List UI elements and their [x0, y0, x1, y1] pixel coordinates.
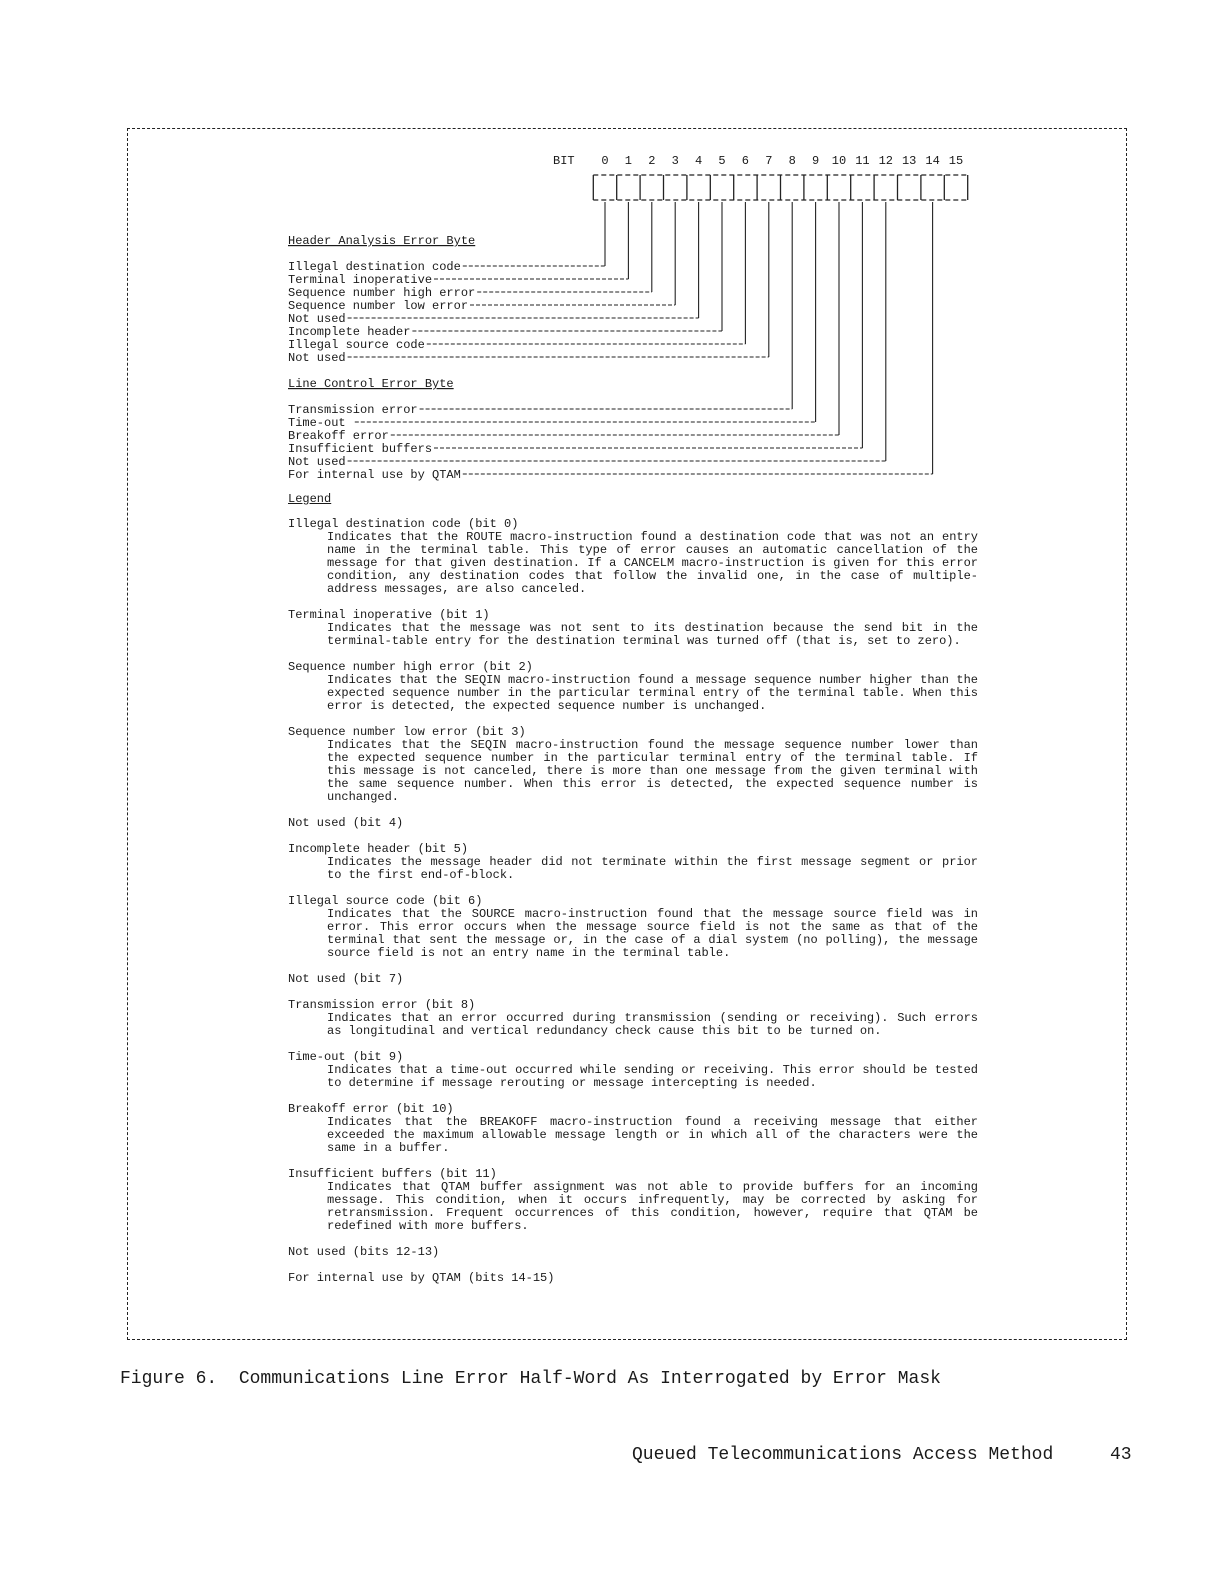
- legend-entry-term: Not used (bit 4): [288, 816, 404, 830]
- field-label: Sequence number low error: [288, 299, 469, 313]
- bit-number-label: 8: [788, 154, 796, 168]
- field-label: Transmission error: [288, 403, 418, 417]
- field-label: Terminal inoperative: [288, 273, 433, 287]
- legend-entry-description: Indicates that an error occurred during transmission (sending or receiving). Such errors as longitudinal and vertical redundancy check cause this bit to be turned on.: [327, 1011, 978, 1038]
- legend-entry-term: Incomplete header (bit 5): [288, 842, 469, 856]
- page-number: 43: [1110, 1445, 1132, 1465]
- bit-diagram: [0, 0, 1224, 500]
- bit-number-label: 15: [948, 154, 964, 168]
- bit-number-label: 12: [878, 154, 894, 168]
- field-label: Breakoff error: [288, 429, 389, 443]
- legend-entry: [288, 1272, 978, 1285]
- legend-entry-description: Indicates that QTAM buffer assignment was not able to provide buffers for an incoming message. This condition, when it occurs infrequently, may be corrected by asking for retransmission. Frequent occurrences of this condition, however, require that QTAM be redefined with more buffers.: [327, 1180, 978, 1233]
- legend-entry: [288, 895, 978, 960]
- bit-number-label: 0: [601, 154, 609, 168]
- legend: [288, 493, 978, 1298]
- field-label: Sequence number high error: [288, 286, 476, 300]
- legend-entry-description: Indicates that the SEQIN macro-instruction found a message sequence number higher than the expected sequence number in the particular terminal entry of the terminal table. When this error is detected, the expected sequence number is unchanged.: [327, 673, 978, 713]
- bit-number-label: 3: [671, 154, 679, 168]
- legend-entry: [288, 1051, 978, 1090]
- field-label: Insufficient buffers: [288, 442, 433, 456]
- legend-entry: [288, 609, 978, 648]
- bit-number-label: 1: [624, 154, 633, 168]
- field-label: Incomplete header: [288, 325, 411, 339]
- field-label: For internal use by QTAM: [288, 468, 461, 482]
- bit-number-label: 7: [765, 154, 773, 168]
- legend-entry-term: Terminal inoperative (bit 1): [288, 608, 490, 622]
- bit-number-label: 13: [901, 154, 917, 168]
- legend-entry-description: Indicates that the BREAKOFF macro-instruction found a receiving message that either exceeded the maximum allowable message length or in which all of the characters were the same in a buffer.: [327, 1115, 978, 1155]
- legend-entry-description: Indicates that the SEQIN macro-instruction found the message sequence number lower than the expected sequence number in the particular terminal entry of the terminal table. If this message is not canceled, there is more than one message from the given terminal with the same sequence number. When this error is detected, the expected sequence number is unchanged.: [327, 738, 978, 804]
- legend-entry: [288, 817, 978, 830]
- field-label: Illegal source code: [288, 338, 425, 352]
- field-label: Illegal destination code: [288, 260, 461, 274]
- legend-entries: [288, 518, 978, 1285]
- legend-entry-term: Not used (bit 7): [288, 972, 404, 986]
- legend-entry-term: Time-out (bit 9): [288, 1050, 404, 1064]
- bit-number-label: 5: [718, 154, 726, 168]
- legend-entry-description: Indicates that the ROUTE macro-instruction found a destination code that was not an entry name in the terminal table. This type of error causes an automatic cancellation of the message for that given destination. If a CANCELM macro-instruction is given for this error condition, any destination codes that follow the invalid one, in the case of multiple-address messages, are also canceled.: [327, 530, 978, 596]
- legend-entry-description: Indicates that the SOURCE macro-instruction found that the message source field was in error. This error occurs when the message source field is not the same as that of the terminal that sent the message or, in the case of a dial system (no polling), the message source field is not an entry name in the terminal table.: [327, 907, 978, 960]
- legend-title: Legend: [288, 492, 332, 506]
- legend-entry-description: Indicates that a time-out occurred while sending or receiving. This error should be tested to determine if message rerouting or message intercepting is needed.: [327, 1063, 978, 1090]
- legend-entry-term: For internal use by QTAM (bits 14-15): [288, 1271, 555, 1285]
- bit-number-label: 4: [694, 154, 703, 168]
- bit-number-label: 10: [831, 154, 847, 168]
- bit-number-label: 11: [855, 154, 870, 168]
- legend-entry-term: Insufficient buffers (bit 11): [288, 1167, 497, 1181]
- bit-number-label: 14: [925, 154, 940, 168]
- legend-entry-term: Not used (bits 12-13): [288, 1245, 440, 1259]
- legend-entry: [288, 999, 978, 1038]
- diagram-dynamic: [288, 154, 968, 482]
- field-label: Not used: [288, 312, 346, 326]
- legend-entry-description: Indicates the message header did not terminate within the first message segment or prior to the first end-of-block.: [327, 855, 978, 882]
- legend-entry: [288, 973, 978, 986]
- legend-entry: [288, 661, 978, 713]
- bit-number-label: 2: [648, 154, 656, 168]
- field-label: Not used: [288, 351, 346, 365]
- legend-entry-description: Indicates that the message was not sent to its destination because the send bit in the terminal-table entry for the destination terminal was turned off (that is, set to zero).: [327, 621, 978, 648]
- field-label: Not used: [288, 455, 346, 469]
- running-title: Queued Telecommunications Access Method: [632, 1445, 1054, 1465]
- header-byte-title: Header Analysis Error Byte: [288, 234, 476, 248]
- legend-entry-term: Transmission error (bit 8): [288, 998, 476, 1012]
- figure-caption: Figure 6. Communications Line Error Half-Word As Interrogated by Error Mask: [120, 1369, 941, 1389]
- bit-label: BIT: [553, 154, 575, 168]
- bit-number-label: 9: [811, 154, 820, 168]
- line-control-byte-title: Line Control Error Byte: [288, 377, 454, 391]
- field-label: Time-out: [288, 416, 346, 430]
- legend-entry-term: Sequence number low error (bit 3): [288, 725, 526, 739]
- legend-entry: [288, 726, 978, 804]
- legend-entry-term: Breakoff error (bit 10): [288, 1102, 454, 1116]
- bit-number-label: 6: [741, 154, 750, 168]
- legend-entry: [288, 1103, 978, 1155]
- legend-entry-term: Sequence number high error (bit 2): [288, 660, 533, 674]
- legend-entry-term: Illegal destination code (bit 0): [288, 517, 519, 531]
- legend-entry: [288, 1168, 978, 1233]
- legend-entry: [288, 518, 978, 596]
- legend-entry: [288, 843, 978, 882]
- legend-entry: [288, 1246, 978, 1259]
- legend-entry-term: Illegal source code (bit 6): [288, 894, 483, 908]
